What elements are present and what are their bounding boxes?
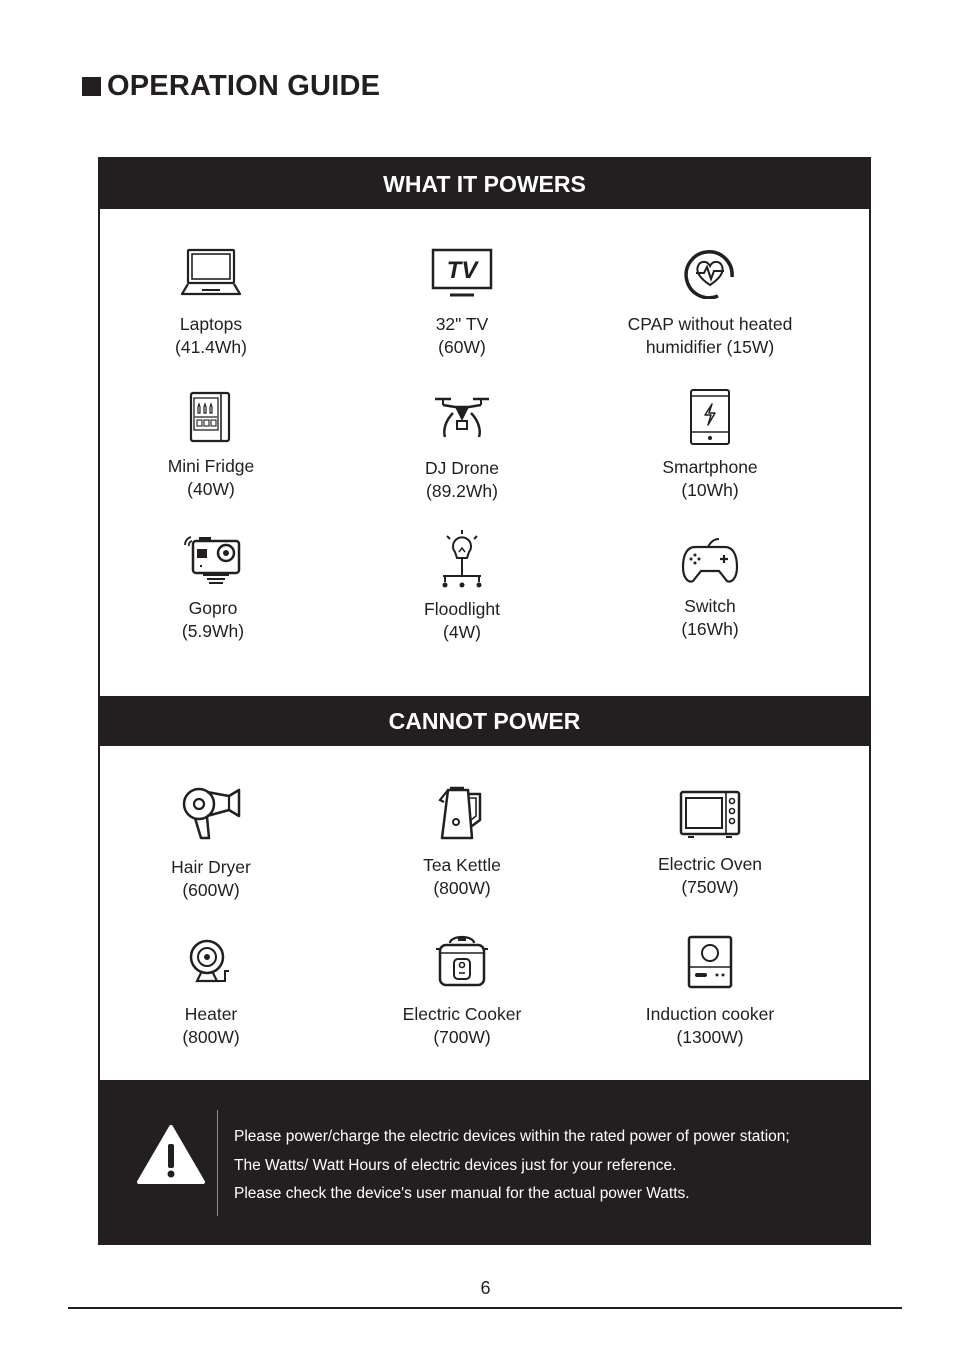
footer-rule xyxy=(68,1307,902,1309)
device-name: DJ Drone xyxy=(425,458,499,478)
notice-divider xyxy=(217,1110,218,1216)
square-bullet-icon xyxy=(82,77,101,96)
device-smartphone xyxy=(585,388,835,502)
page-title-text: OPERATION GUIDE xyxy=(107,70,381,102)
device-rating: (60W) xyxy=(438,337,486,357)
device-name: Floodlight xyxy=(424,599,500,619)
drone-icon xyxy=(431,391,493,445)
device-name: 32" TV xyxy=(435,314,489,334)
mini-fridge-icon xyxy=(187,389,235,445)
tea-kettle-icon xyxy=(434,784,490,842)
device-rating: (41.4Wh) xyxy=(175,337,247,357)
device-rating: humidifier (15W) xyxy=(645,337,775,357)
electric-cooker-icon xyxy=(434,935,490,989)
device-rating: (800W) xyxy=(433,878,491,898)
page-number: 6 xyxy=(480,1278,491,1298)
notice-box xyxy=(100,1080,869,1243)
device-tea-kettle xyxy=(337,784,587,900)
hair-dryer-icon xyxy=(179,786,243,842)
cannot-power-header xyxy=(100,696,869,746)
what-it-powers-heading: WHAT IT POWERS xyxy=(383,170,586,197)
notice-text xyxy=(234,1123,790,1209)
device-rating: (16Wh) xyxy=(681,619,739,639)
electric-oven-icon xyxy=(678,789,742,839)
device-electric-oven xyxy=(585,789,835,899)
smartphone-icon xyxy=(687,388,733,446)
what-it-powers-header xyxy=(100,159,869,209)
device-heater xyxy=(86,935,336,1049)
notice-line: Please check the device's user manual for the actual power Watts. xyxy=(234,1185,690,1202)
device-floodlight xyxy=(337,528,587,644)
device-rating: (10Wh) xyxy=(681,480,739,500)
device-gopro xyxy=(88,531,338,643)
floodlight-icon xyxy=(437,528,487,590)
cpap-heart-icon xyxy=(680,247,740,299)
device-name: Electric Cooker xyxy=(402,1004,522,1024)
device-switch xyxy=(585,535,835,641)
device-name: Laptops xyxy=(179,314,243,334)
device-name: Mini Fridge xyxy=(167,456,255,476)
device-rating: (4W) xyxy=(443,622,481,642)
game-controller-icon xyxy=(681,535,739,587)
laptop-icon xyxy=(180,247,242,299)
operation-guide-panel xyxy=(98,157,871,1245)
device-rating: (700W) xyxy=(433,1027,491,1047)
device-name: CPAP without heated xyxy=(627,314,793,334)
device-name: Induction cooker xyxy=(645,1004,775,1024)
tv-icon xyxy=(430,247,494,299)
device-rating: (1300W) xyxy=(676,1027,744,1047)
notice-line: Please power/charge the electric devices within the rated power of power station; xyxy=(234,1128,790,1145)
page-title xyxy=(82,70,380,103)
induction-cooker-icon xyxy=(685,935,735,989)
device-rating: (750W) xyxy=(681,877,739,897)
device-dj-drone xyxy=(337,391,587,503)
device-hair-dryer xyxy=(86,786,336,902)
device-name: Electric Oven xyxy=(657,854,763,874)
heater-icon xyxy=(183,935,239,989)
device-rating: (89.2Wh) xyxy=(426,481,498,501)
device-name: Gopro xyxy=(188,598,238,618)
action-camera-icon xyxy=(181,531,245,589)
device-laptops xyxy=(86,247,336,359)
device-rating: (5.9Wh) xyxy=(181,621,245,641)
device-name: Switch xyxy=(684,596,736,616)
device-electric-cooker xyxy=(337,935,587,1049)
device-name: Heater xyxy=(184,1004,238,1024)
device-name: Hair Dryer xyxy=(171,857,251,877)
device-rating: (600W) xyxy=(182,880,240,900)
device-rating: (40W) xyxy=(187,479,235,499)
cannot-power-heading: CANNOT POWER xyxy=(388,707,581,734)
device-name: Smartphone xyxy=(662,457,758,477)
device-tv xyxy=(337,247,587,359)
tv-icon-text: TV xyxy=(446,257,478,284)
warning-triangle-icon xyxy=(136,1124,206,1186)
device-induction-cooker xyxy=(585,935,835,1049)
notice-line: The Watts/ Watt Hours of electric devices just for your reference. xyxy=(234,1156,677,1174)
device-mini-fridge xyxy=(86,389,336,501)
device-name: Tea Kettle xyxy=(423,855,501,875)
device-cpap xyxy=(585,247,835,359)
device-rating: (800W) xyxy=(182,1027,240,1047)
